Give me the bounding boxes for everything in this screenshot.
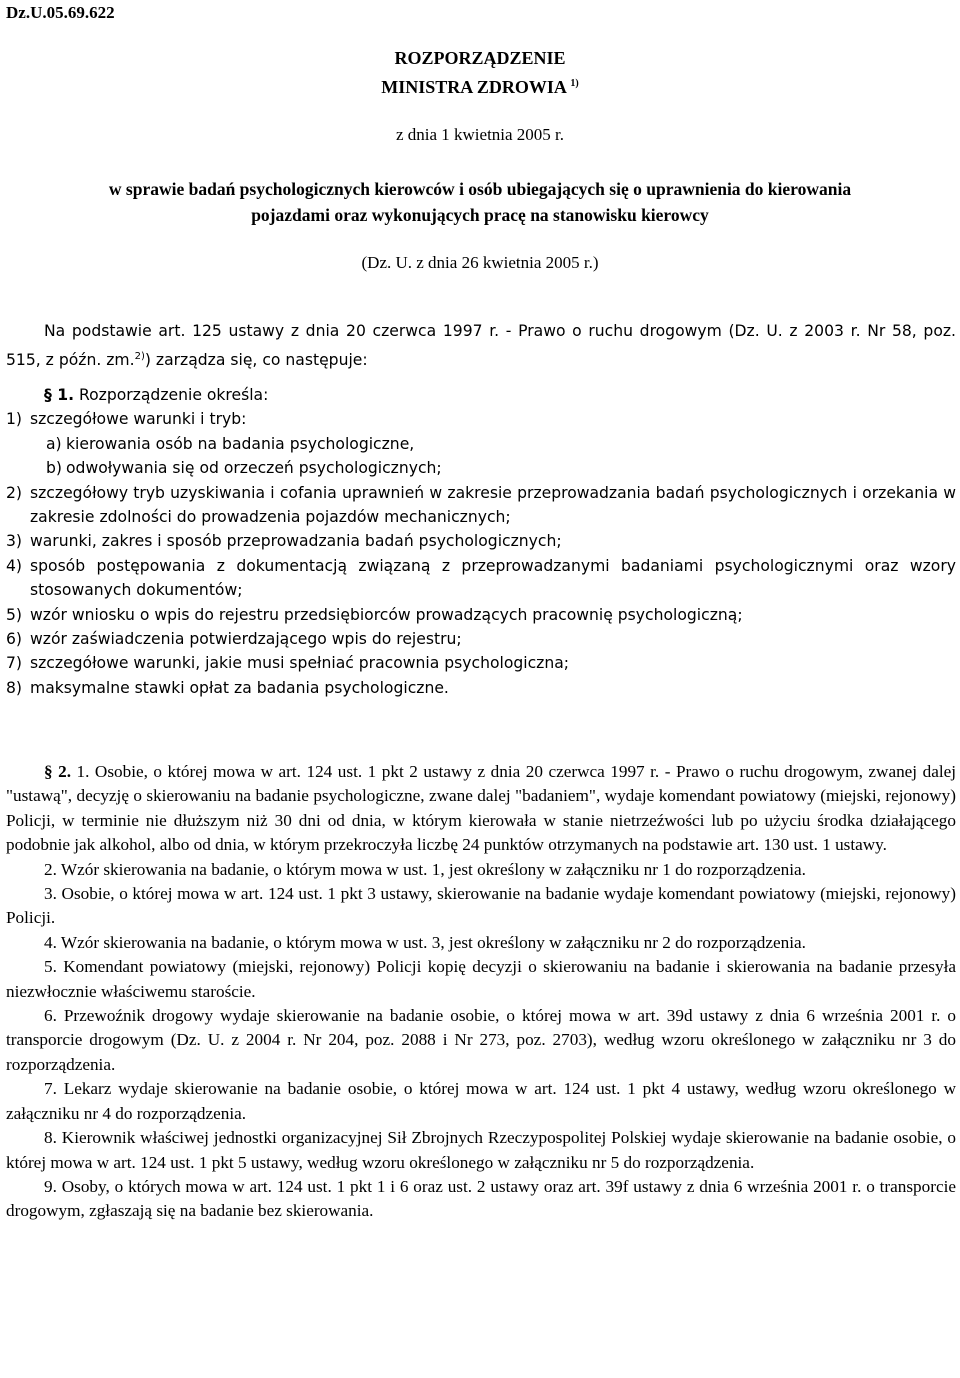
sub-list-item: a) kierowania osób na badania psychologiczne, (46, 434, 415, 453)
section-1 (6, 383, 956, 700)
section-2-mark: § 2. (44, 762, 71, 781)
section-1-mark: § 1. (44, 386, 74, 404)
section-2-par-1: 1. Osobie, o której mowa w art. 124 ust. 1 pkt 2 ustawy z dnia 20 czerwca 1997 r. - Prawo o ruchu drogowym, zwanej dalej "ustawą", decyzję o skierowaniu na badanie psychologiczne, zwane dalej "badaniem", wydaje komendant powiatowy (miejski, rejonowy) Policji, w terminie nie dłuższym niż 30 dni od dnia, w którym kierowała w stanie nietrzeźwości lub po użyciu środka działającego podobnie jak alkohol, albo od dnia, w którym przekroczyła liczbę 24 punktów otrzymanych na podstawie art. 130 ust. 1 ustawy. (6, 762, 956, 855)
document-title (0, 45, 960, 100)
section-2-par-9: 9. Osoby, o których mowa w art. 124 ust. 1 pkt 1 i 6 oraz ust. 2 ustawy oraz art. 39f ustawy z dnia 6 września 2001 r. o transporcie drogowym, zgłaszają się na badanie bez skierowania. (6, 1176, 956, 1221)
section-2-par-6: 6. Przewoźnik drogowy wydaje skierowanie na badanie osobie, o której mowa w art. 39d ustawy z dnia 6 września 2001 r. o transporcie drogowym (Dz. U. z 2004 r. Nr 204, poz. 2088 i Nr 273, poz. 2703), według wzoru określonego w załączniku nr 3 do rozporządzenia. (6, 1006, 956, 1074)
section-1-intro: Rozporządzenie określa: (78, 386, 269, 404)
section-2-par-5: 5. Komendant powiatowy (miejski, rejonowy) Policji kopię decyzji o skierowaniu na badanie i skierowania na badanie przesyła niezwłocznie właściwemu staroście. (6, 957, 956, 1001)
section-2-par-2: 2. Wzór skierowania na badanie, o którym mowa w ust. 1, jest określony w załączniku nr 1 do rozporządzenia. (44, 859, 806, 879)
list-item: 5) wzór wniosku o wpis do rejestru przedsiębiorców prowadzących pracownię psychologiczną; (6, 605, 743, 624)
list-item: 7) szczegółowe warunki, jakie musi spełniać pracownia psychologiczna; (6, 654, 570, 673)
title-line-2: MINISTRA ZDROWIA $^{1)}$ (381, 77, 579, 97)
subject-line-1: w sprawie badań psychologicznych kierowców i osób ubiegających się o uprawnienia do kierowania (108, 179, 852, 199)
subject-line-2: pojazdami oraz wykonujących pracę na stanowisku kierowcy (251, 205, 709, 225)
list-item: 6) wzór zaświadczenia potwierdzającego wpis do rejestru; (6, 630, 462, 649)
preamble-footnote: 2) (134, 351, 145, 362)
title-footnote: 1) (570, 78, 579, 89)
list-item: 4) sposób postępowania z dokumentacją związaną z przeprowadzanymi badaniami psychologicznymi oraz wzory stosowanych dokumentów; (6, 556, 956, 600)
preamble: Na podstawie art. 125 ustawy z dnia 20 czerwca 1997 r. - Prawo o ruchu drogowym (Dz. U. z 2003 r. Nr 58, poz. 515, z późn. zm.$^{2)}$) zarządza się, co następuje: (6, 322, 956, 370)
section-2-par-8: 8. Kierownik właściwej jednostki organizacyjnej Sił Zbrojnych Rzeczypospolitej Polskiej wydaje skierowanie na badanie osobie, o której mowa w art. 124 ust. 1 pkt 5 ustawy, według wzoru określonego w załączniku nr 5 do rozporządzenia. (6, 1128, 956, 1172)
section-2-par-7: 7. Lekarz wydaje skierowanie na badanie osobie, o której mowa w art. 124 ust. 1 pkt 4 ustawy, według wzoru określonego w załączniku nr 4 do rozporządzenia. (6, 1079, 956, 1123)
list-item: 1) szczegółowe warunki i tryb: (6, 410, 247, 429)
document-id: Dz.U.05.69.622 (6, 3, 115, 22)
list-item: 8) maksymalne stawki opłat za badania psychologiczne. (6, 678, 449, 697)
list-item: 2) szczegółowy tryb uzyskiwania i cofania uprawnień w zakresie przeprowadzania badań psychologicznych i orzekania w zakresie zdolności do prowadzenia pojazdów mechanicznych; (6, 483, 956, 527)
document-date: z dnia 1 kwietnia 2005 r. (395, 125, 565, 144)
title-line-1: ROZPORZĄDZENIE (394, 48, 566, 68)
sub-list-item: b) odwoływania się od orzeczeń psychologicznych; (46, 459, 442, 478)
section-2-par-4: 4. Wzór skierowania na badanie, o którym mowa w ust. 3, jest określony w załączniku nr 2 do rozporządzenia. (44, 932, 806, 952)
publication-info: (Dz. U. z dnia 26 kwietnia 2005 r.) (361, 253, 599, 272)
document-subject (0, 176, 960, 228)
section-2-par-3: 3. Osobie, o której mowa w art. 124 ust. 1 pkt 3 ustawy, skierowanie na badanie wydaje komendant powiatowy (miejski, rejonowy) Policji. (6, 884, 956, 928)
section-2 (6, 760, 956, 1224)
list-item: 3) warunki, zakres i sposób przeprowadzania badań psychologicznych; (6, 532, 562, 551)
